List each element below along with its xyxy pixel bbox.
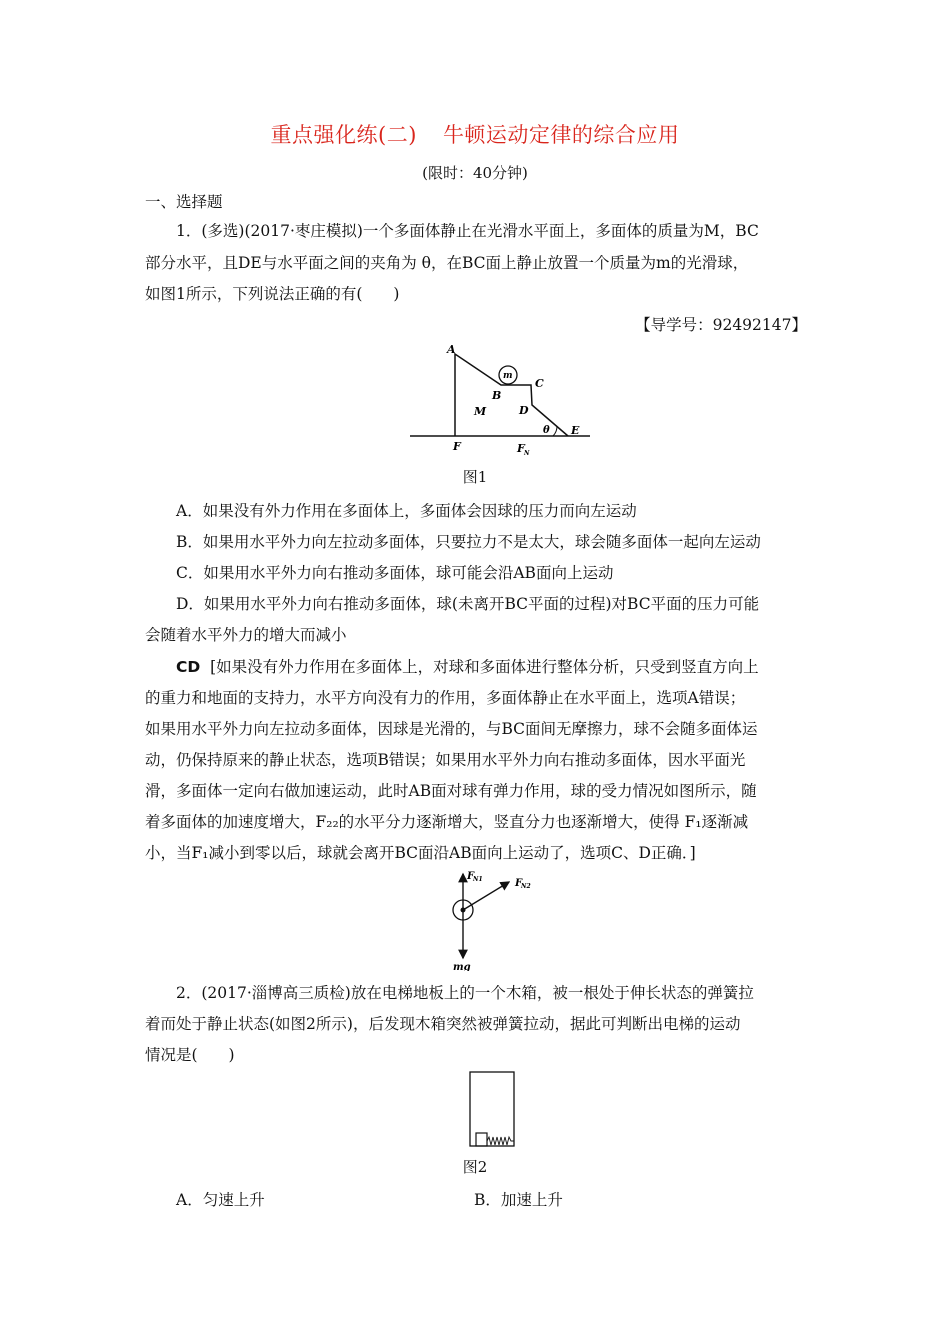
section-heading: 一、选择题 <box>145 193 223 211</box>
time-limit: (限时：40分钟) <box>422 164 528 182</box>
q1-option-d-cont: 会随着水平外力的增大而减小 <box>145 626 347 644</box>
label-E: E <box>571 424 580 437</box>
figure-2-caption: 图2 <box>462 1158 488 1176</box>
q1-explanation-line-3: 如果用水平外力向左拉动多面体，因球是光滑的，与BC面间无摩擦力，球不会随多面体运 <box>145 720 758 738</box>
q1-explanation-line-1: CD [如果没有外力作用在多面体上，对球和多面体进行整体分析，只受到竖直方向上 <box>176 658 759 676</box>
label-FN-sub: N <box>524 450 530 457</box>
q1-option-d: D．如果用水平外力向右推动多面体，球(未离开BC平面的过程)对BC平面的压力可能 <box>176 595 760 613</box>
label-A: A <box>447 343 456 356</box>
q2-line-2: 着而处于静止状态(如图2所示)，后发现木箱突然被弹簧拉动，据此可判断出电梯的运动 <box>145 1015 741 1033</box>
q1-explanation-line-6: 着多面体的加速度增大，F₂₂的水平分力逐渐增大，竖直分力也逐渐增大，使得 F₁逐渐减 <box>145 813 749 831</box>
wooden-crate <box>476 1133 487 1146</box>
guide-number: 【导学号：92492147】 <box>635 316 807 334</box>
label-D: D <box>519 404 529 417</box>
q1-option-c: C．如果用水平外力向右推动多面体，球可能会沿AB面向上运动 <box>176 564 614 582</box>
figure-2-elevator <box>465 1069 520 1149</box>
label-m: m <box>503 371 513 381</box>
q1-answer: CD <box>176 658 201 676</box>
angle-arc <box>553 426 557 436</box>
q1-line-1: 1．(多选)(2017·枣庄模拟)一个多面体静止在光滑水平面上，多面体的质量为M，BC <box>176 222 759 240</box>
q2-line-1: 2．(2017·淄博高三质检)放在电梯地板上的一个木箱，被一根处于伸长状态的弹簧拉 <box>176 984 754 1002</box>
label-B: B <box>492 389 502 402</box>
label-fn1: F <box>467 871 475 882</box>
label-theta: θ <box>543 425 550 436</box>
label-C: C <box>535 377 544 390</box>
q1-explanation-line-2: 的重力和地面的支持力，水平方向没有力的作用，多面体静止在水平面上，选项A错误； <box>145 689 746 707</box>
page-title <box>0 119 950 149</box>
q1-option-a: A．如果没有外力作用在多面体上，多面体会因球的压力而向左运动 <box>176 502 637 520</box>
q2-line-3: 情况是( ) <box>145 1046 235 1064</box>
label-M: M <box>474 405 487 418</box>
title-main: 重点强化练(二) <box>270 123 417 147</box>
figure-1-polyhedron <box>405 340 595 460</box>
label-mg: mg <box>453 962 471 971</box>
q1-line-2: 部分水平，且DE与水平面之间的夹角为 θ，在BC面上静止放置一个质量为m的光滑球， <box>145 254 749 272</box>
q1-explanation-line-5: 滑，多面体一定向右做加速运动，此时AB面对球有弹力作用，球的受力情况如图所示，随 <box>145 782 757 800</box>
label-FN: F <box>517 442 525 455</box>
title-sub: 牛顿运动定律的综合应用 <box>442 123 680 147</box>
label-F: F <box>453 440 461 453</box>
elevator-box <box>470 1072 514 1146</box>
label-fn1-sub: N1 <box>473 876 483 883</box>
q1-explanation-line-7: 小，当F₁减小到零以后，球就会离开BC面沿AB面向上运动了，选项C、D正确．] <box>145 844 696 862</box>
q1-option-b: B．如果用水平外力向左拉动多面体，只要拉力不是太大，球会随多面体一起向左运动 <box>176 533 761 551</box>
label-fn2-sub: N2 <box>521 883 531 890</box>
force-diagram <box>435 866 545 971</box>
q1-line-3: 如图1所示，下列说法正确的有( ) <box>145 285 400 303</box>
figure-1-caption: 图1 <box>462 468 488 486</box>
spring <box>487 1137 514 1145</box>
q2-option-b: B．加速上升 <box>474 1191 563 1209</box>
q2-option-a: A．匀速上升 <box>176 1191 265 1209</box>
arrow-fn2 <box>463 882 509 910</box>
label-fn2: F <box>515 878 523 889</box>
q1-explanation-line-4: 动，仍保持原来的静止状态，选项B错误；如果用水平外力向右推动多面体，因水平面光 <box>145 751 746 769</box>
